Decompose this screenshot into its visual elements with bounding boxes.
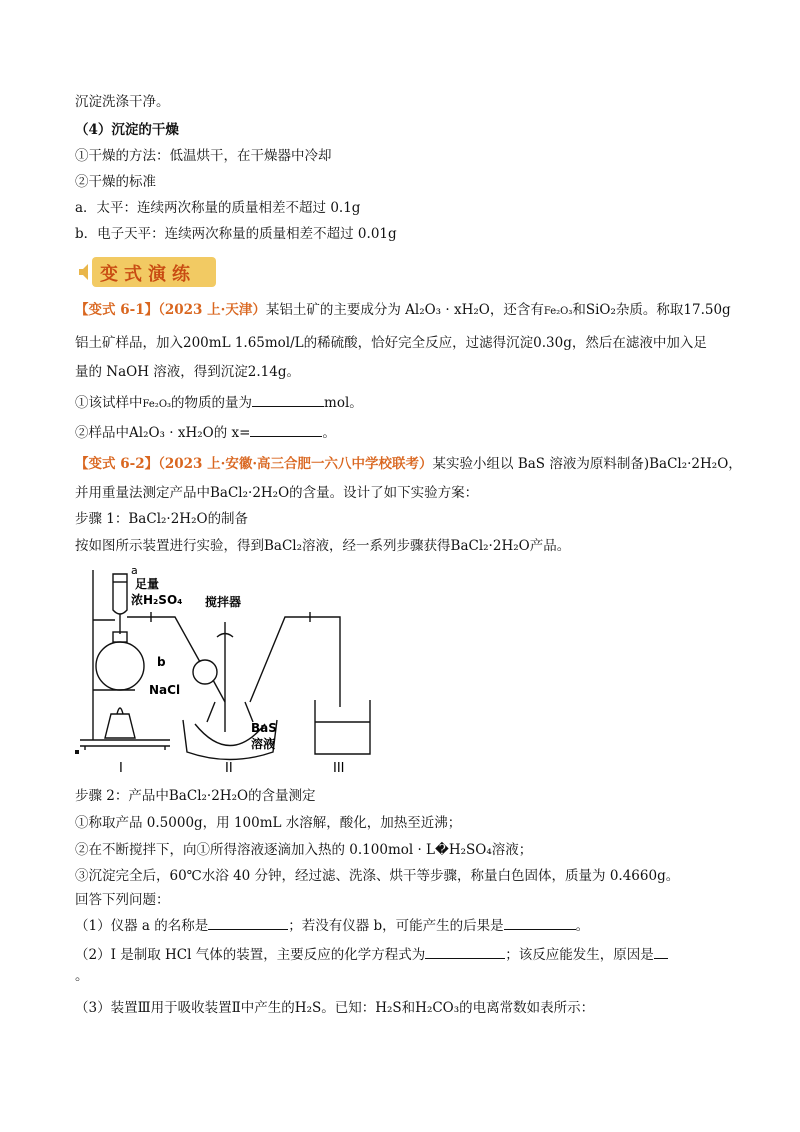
step-1-heading: 步骤 1：BaCl₂·2H₂O的制备	[75, 511, 249, 527]
problem-6-2-line1: 【变式 6-2】（2023 上·安徽·高三合肥一六八中学校联考）某实验小组以 BaS 溶液为原料制备)BaCl₂·2H₂O，	[75, 456, 742, 472]
speaker-icon	[78, 262, 92, 282]
problem-6-1-q2: ②样品中Al₂O₃ · xH₂O的 x= 。	[75, 422, 740, 443]
step-2-heading: 步骤 2：产品中BaCl₂·2H₂O的含量测定	[75, 788, 316, 804]
label-acid: 浓H₂SO₄	[131, 593, 183, 607]
text-line: a．太平：连续两次称量的质量相差不超过 0.1g	[75, 200, 361, 216]
question-2: （2）I 是制取 HCl 气体的装置，主要反应的化学方程式为 ；该反应能发生，原因是	[75, 944, 740, 965]
label-bas-solution: 溶液	[251, 737, 276, 751]
step-2-item-2: ②在不断搅拌下，向①所得溶液逐滴加入热的 0.100mol · L�H₂SO₄溶液；	[75, 842, 533, 858]
step-2-item-1: ①称取产品 0.5000g，用 100mL 水溶解，酸化，加热至近沸；	[75, 815, 462, 831]
label-a: a	[131, 564, 138, 577]
label-apparatus-II: II	[225, 761, 233, 776]
text-line: ②干燥的标准	[75, 174, 156, 190]
apparatus-figure	[75, 562, 465, 777]
question-3: （3）装置Ⅲ用于吸收装置Ⅱ中产生的H₂S。已知：H₂S和H₂CO₃的电离常数如表所示：	[75, 1000, 595, 1016]
practice-banner	[78, 254, 218, 290]
label-b: b	[157, 655, 166, 669]
garbled-glyph: �	[435, 842, 449, 858]
text-line: 沉淀洗涤干净。	[75, 94, 170, 110]
answer-blank[interactable]	[250, 422, 322, 437]
answer-prompt: 回答下列问题：	[75, 892, 170, 908]
section-heading: （4）沉淀的干燥	[75, 122, 179, 138]
question-1: （1）仪器 a 的名称是 ；若没有仪器 b，可能产生的后果是 。	[75, 915, 740, 936]
label-acid-amount: 足量	[135, 577, 160, 591]
answer-blank[interactable]	[208, 915, 288, 930]
label-apparatus-III: III	[333, 761, 345, 776]
label-apparatus-I: I	[119, 761, 123, 776]
problem-6-1-line1: 【变式 6-1】（2023 上·天津）某铝土矿的主要成分为 Al₂O₃ · xH₂O，还含有Fe₂O₃和SiO₂杂质。称取17.50g	[75, 302, 731, 318]
label-bas: BaS	[251, 721, 277, 735]
answer-blank[interactable]	[252, 392, 324, 407]
problem-6-2-line2: 并用重量法测定产品中BaCl₂·2H₂O的含量。设计了如下实验方案：	[75, 485, 479, 501]
problem-6-1-q1: ①该试样中Fe₂O₃的物质的量为 mol。	[75, 392, 740, 415]
question-2-end: 。	[75, 968, 89, 984]
answer-blank[interactable]	[425, 944, 505, 959]
answer-blank[interactable]	[654, 944, 668, 959]
answer-blank[interactable]	[504, 915, 576, 930]
problem-6-1-line2: 铝土矿样品，加入200mL 1.65mol/L的稀硫酸，恰好完全反应，过滤得沉淀0.30g，然后在滤液中加入足	[75, 335, 707, 351]
label-nacl: NaCl	[149, 683, 181, 697]
step-2-item-3: ③沉淀完全后，60℃水浴 40 分钟，经过滤、洗涤、烘干等步骤，称量白色固体，质量为 0.4660g。	[75, 868, 680, 884]
problem-6-1-line3: 量的 NaOH 溶液，得到沉淀2.14g。	[75, 364, 300, 380]
step-1-description: 按如图所示装置进行实验，得到BaCl₂溶液，经一系列步骤获得BaCl₂·2H₂O产品。	[75, 538, 571, 554]
label-stirrer: 搅拌器	[205, 595, 242, 609]
text-line: ①干燥的方法：低温烘干，在干燥器中冷却	[75, 148, 332, 164]
banner-title: 变式演练	[100, 264, 196, 285]
text-line: b．电子天平：连续两次称量的质量相差不超过 0.01g	[75, 226, 397, 242]
